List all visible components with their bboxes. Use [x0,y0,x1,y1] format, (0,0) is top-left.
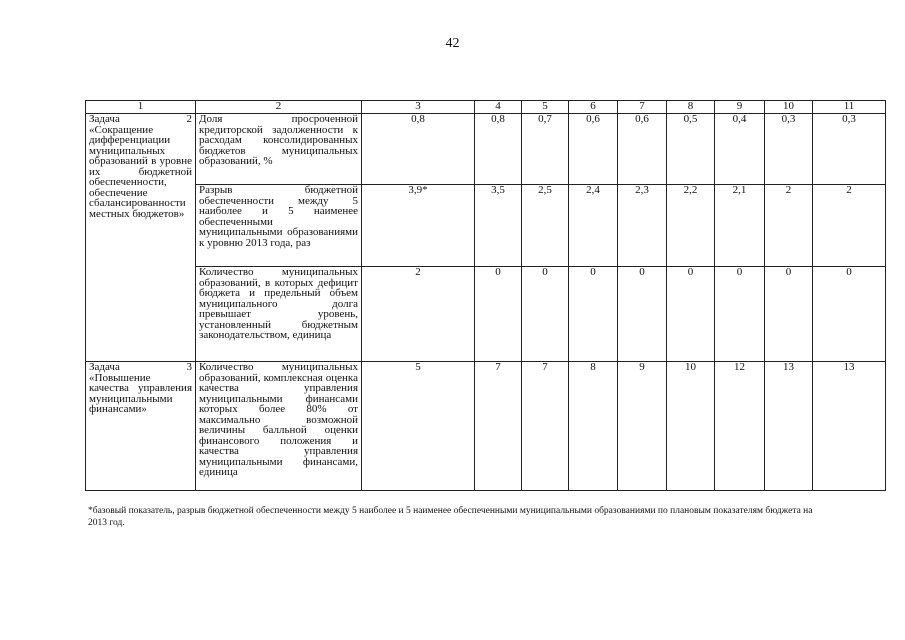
task-name-cell: Задача 2 «Сокращение дифференциации муниципальных образований в уровне их бюджетной обеспеченности, обеспечение сбалансированности местных бюджетов» [86,114,196,362]
value-cell: 0 [522,267,569,362]
indicator-cell: Доля просроченной кредиторской задолженности к расходам консолидированных бюджетов муниципальных образований, % [196,114,362,185]
value-cell: 0,4 [715,114,765,185]
value-cell: 5 [362,362,475,491]
table-row [86,114,886,185]
indicators-table [85,100,886,491]
value-cell: 9 [618,362,667,491]
value-cell: 2,2 [667,185,715,267]
value-cell: 2,1 [715,185,765,267]
value-cell: 0,8 [362,114,475,185]
value-cell: 0,5 [667,114,715,185]
value-cell: 2,5 [522,185,569,267]
header-cell: 5 [522,101,569,114]
value-cell: 2 [765,185,813,267]
value-cell: 0 [765,267,813,362]
footnote: *базовый показатель, разрыв бюджетной обеспеченности между 5 наиболее и 5 наименее обеспеченными муниципальными образованиями по плановым показателям бюджета на 2013 год. [88,506,813,528]
value-cell: 0 [667,267,715,362]
indicator-cell: Разрыв бюджетной обеспеченности между 5 наиболее и 5 наименее обеспеченными муниципальными образованиями к уровню 2013 года, раз [196,185,362,267]
value-cell: 0,6 [618,114,667,185]
header-cell: 6 [569,101,618,114]
value-cell: 0,3 [765,114,813,185]
task-name-cell: Задача 3 «Повышение качества управления муниципальными финансами» [86,362,196,491]
table-row [86,185,886,267]
value-cell: 0 [813,267,886,362]
indicator-cell: Количество муниципальных образований, в которых дефицит бюджета и предельный объем муниципального долга превышает уровень, установленный бюджетным законодательством, единица [196,267,362,362]
value-cell: 3,5 [475,185,522,267]
value-cell: 2,4 [569,185,618,267]
value-cell: 0 [715,267,765,362]
table-row [86,267,886,362]
header-cell: 9 [715,101,765,114]
header-cell: 2 [196,101,362,114]
value-cell: 0 [475,267,522,362]
value-cell: 0,7 [522,114,569,185]
value-cell: 0,8 [475,114,522,185]
header-cell: 3 [362,101,475,114]
value-cell: 10 [667,362,715,491]
value-cell: 2,3 [618,185,667,267]
value-cell: 0,6 [569,114,618,185]
table-header-row [86,101,886,114]
indicator-cell: Количество муниципальных образований, комплексная оценка качества управления муниципальными финансами которых более 80% от максимально возможной величины балльной оценки финансового положения и качества управления муниципальными финансами, единица [196,362,362,491]
value-cell: 13 [765,362,813,491]
header-cell: 8 [667,101,715,114]
value-cell: 8 [569,362,618,491]
value-cell: 3,9* [362,185,475,267]
header-cell: 4 [475,101,522,114]
value-cell: 0 [569,267,618,362]
page-number: 42 [445,36,460,51]
header-cell: 10 [765,101,813,114]
table-row [86,362,886,491]
value-cell: 13 [813,362,886,491]
value-cell: 2 [813,185,886,267]
value-cell: 0,3 [813,114,886,185]
value-cell: 12 [715,362,765,491]
value-cell: 7 [475,362,522,491]
value-cell: 7 [522,362,569,491]
value-cell: 2 [362,267,475,362]
header-cell: 7 [618,101,667,114]
header-cell: 11 [813,101,886,114]
header-cell: 1 [86,101,196,114]
value-cell: 0 [618,267,667,362]
